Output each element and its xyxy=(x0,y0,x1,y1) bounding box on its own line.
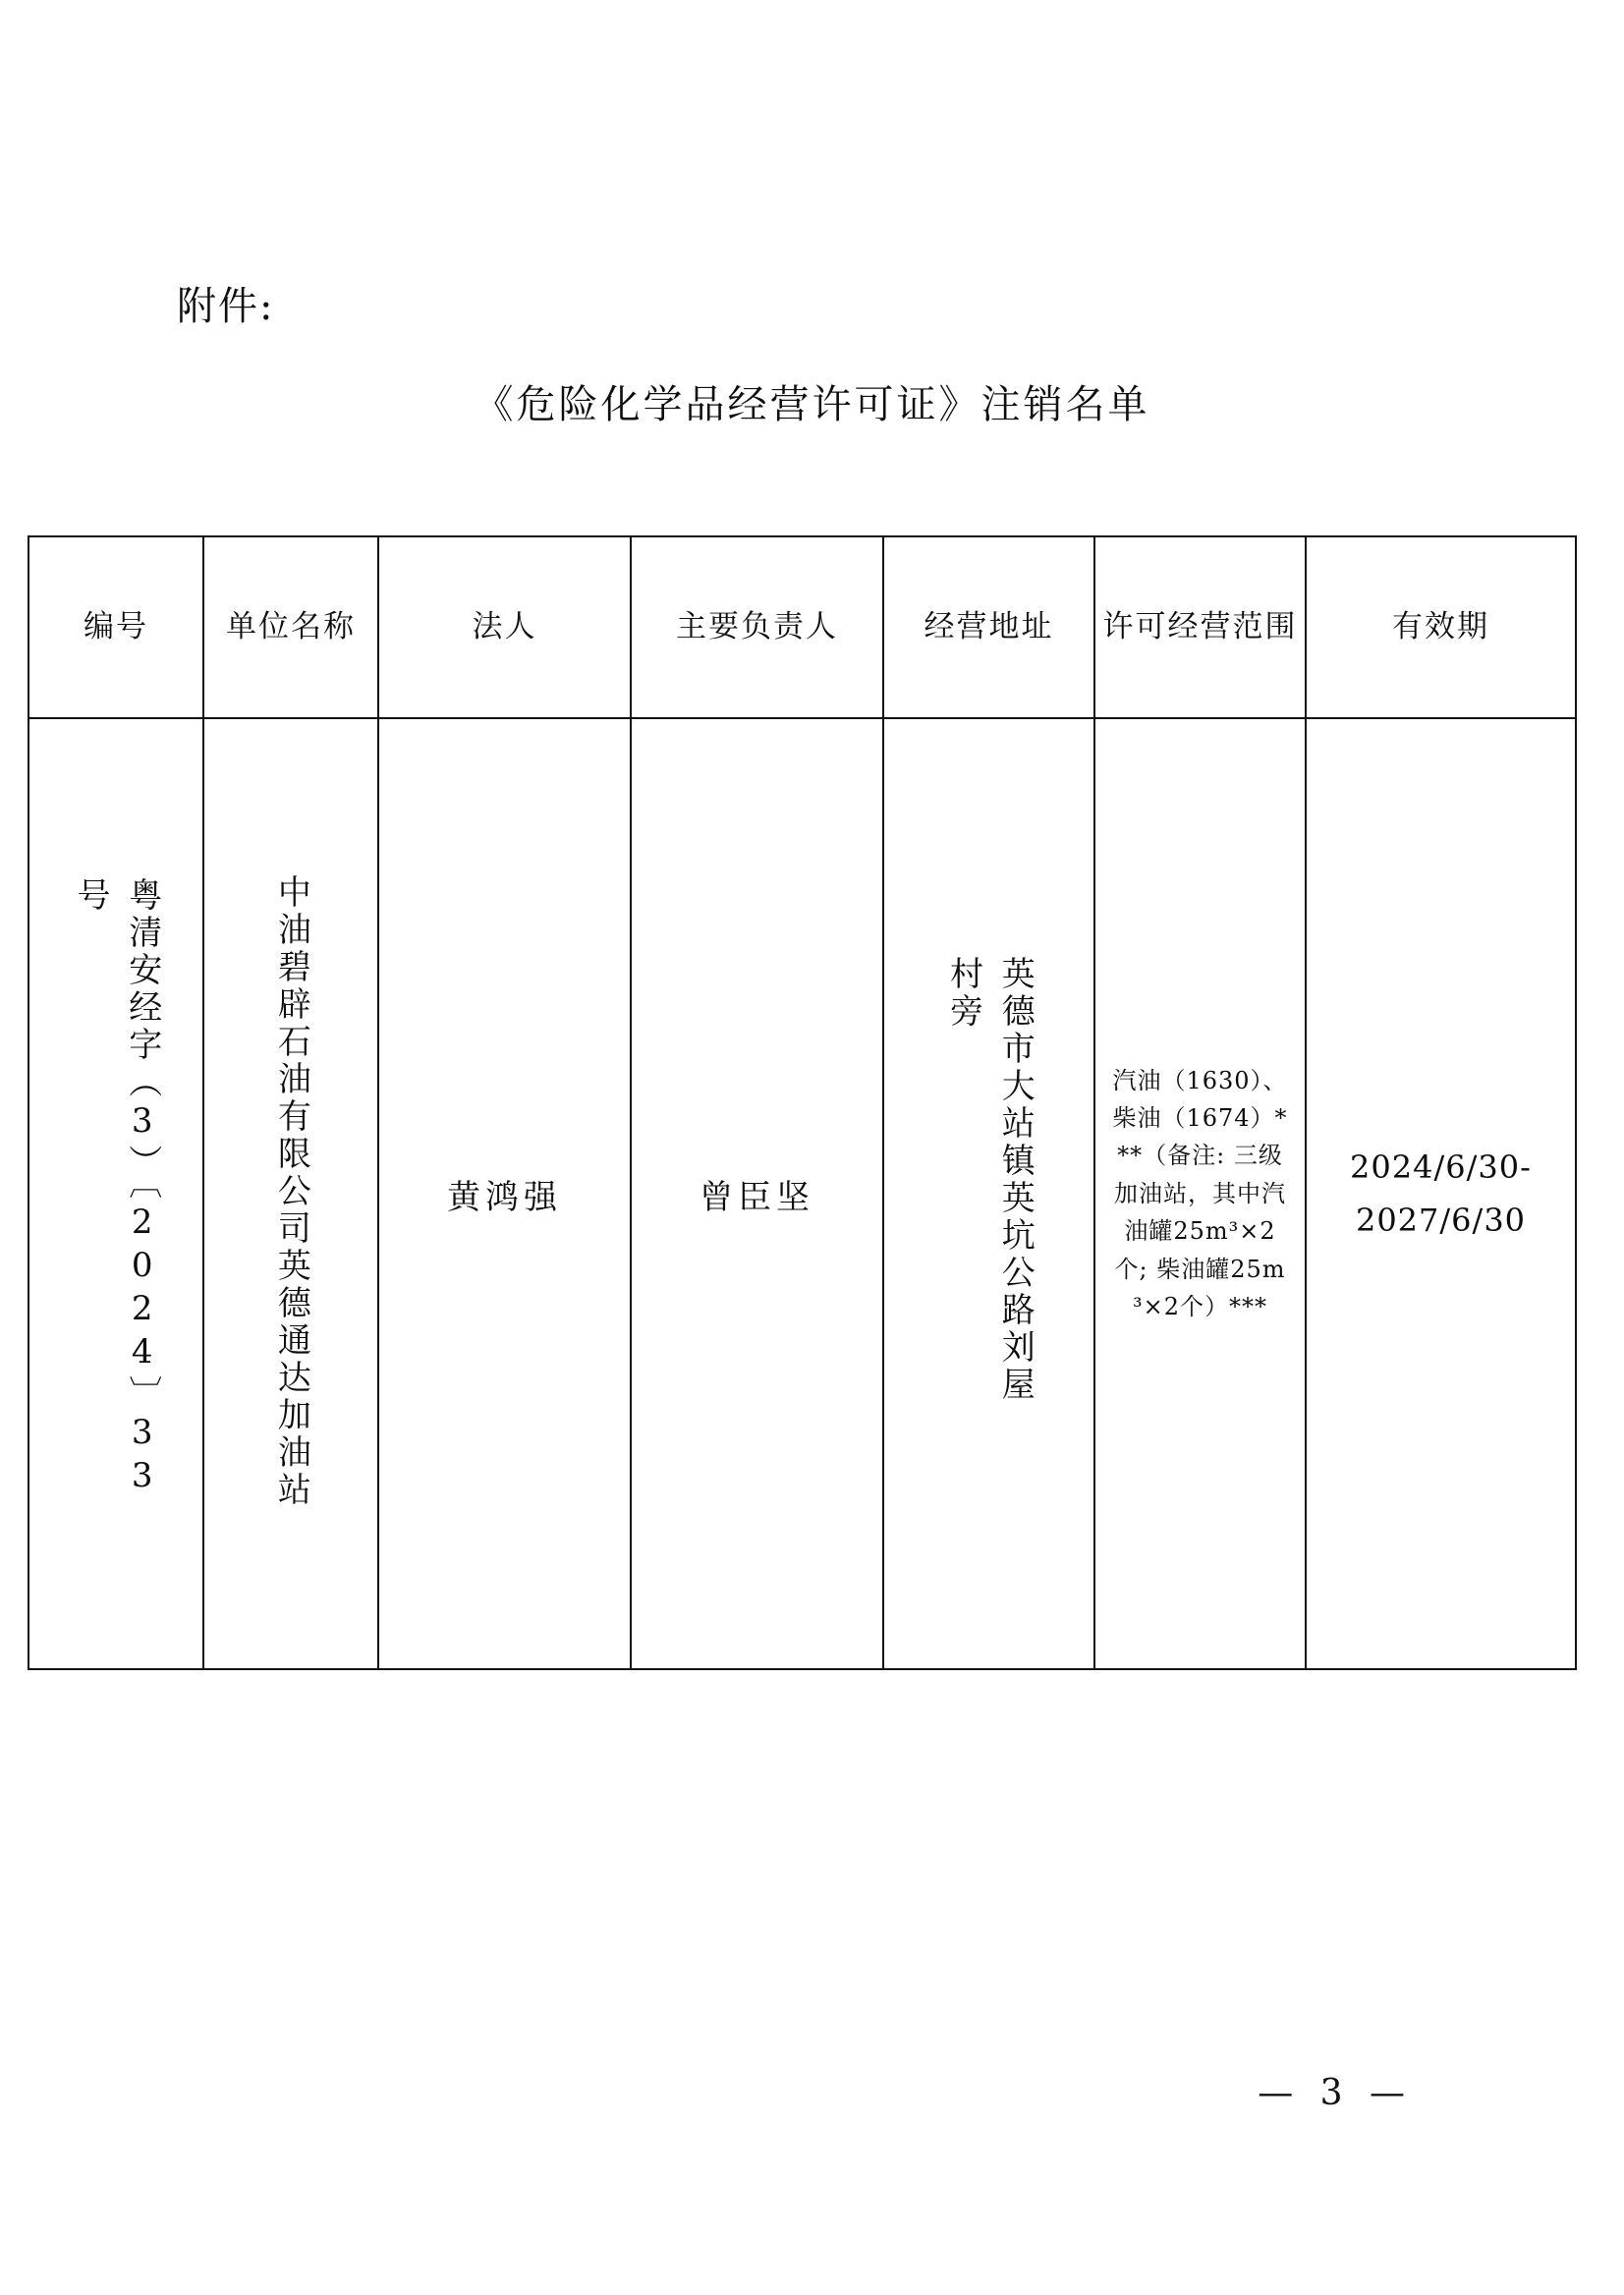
registration-table-wrapper xyxy=(28,535,1575,1670)
column-header-address: 经营地址 xyxy=(883,536,1094,718)
cell-scope xyxy=(1094,718,1306,1669)
page-title: 《危险化学品经营许可证》注销名单 xyxy=(474,382,1150,427)
cell-code xyxy=(28,718,203,1669)
column-header-company: 单位名称 xyxy=(203,536,378,718)
table-header-row xyxy=(28,536,1576,718)
cell-legal-person xyxy=(378,718,631,1669)
cell-address-text: 英德市大站镇英坑公路刘屋村旁 xyxy=(943,956,1036,1404)
column-header-legal-person: 法人 xyxy=(378,536,631,718)
cell-principal xyxy=(631,718,883,1669)
cell-code-text: 粤清安经字（3）〔2024〕33号 xyxy=(71,877,162,1499)
cell-principal-text: 曾臣坚 xyxy=(700,1177,814,1217)
cell-validity xyxy=(1306,718,1576,1669)
cell-company xyxy=(203,718,378,1669)
column-header-principal: 主要负责人 xyxy=(631,536,883,718)
cell-legal-person-text: 黄鸿强 xyxy=(447,1177,562,1217)
cell-company-text: 中油碧辟石油有限公司英德通达加油站 xyxy=(271,874,311,1509)
page-number: — 3 — xyxy=(1258,2073,1413,2113)
column-header-scope: 许可经营范围 xyxy=(1094,536,1306,718)
attachment-label: 附件: xyxy=(177,284,275,329)
table-row xyxy=(28,718,1576,1669)
registration-table xyxy=(28,535,1577,1670)
column-header-validity: 有效期 xyxy=(1306,536,1576,718)
column-header-code: 编号 xyxy=(28,536,203,718)
cell-validity-text: 2024/6/30-2027/6/30 xyxy=(1350,1148,1532,1239)
cell-address xyxy=(883,718,1094,1669)
cell-scope-text: 汽油（1630）、柴油（1674）***（备注: 三级加油站，其中汽油罐25m³×2个; 柴油罐25m³×2个）*** xyxy=(1112,1066,1288,1320)
